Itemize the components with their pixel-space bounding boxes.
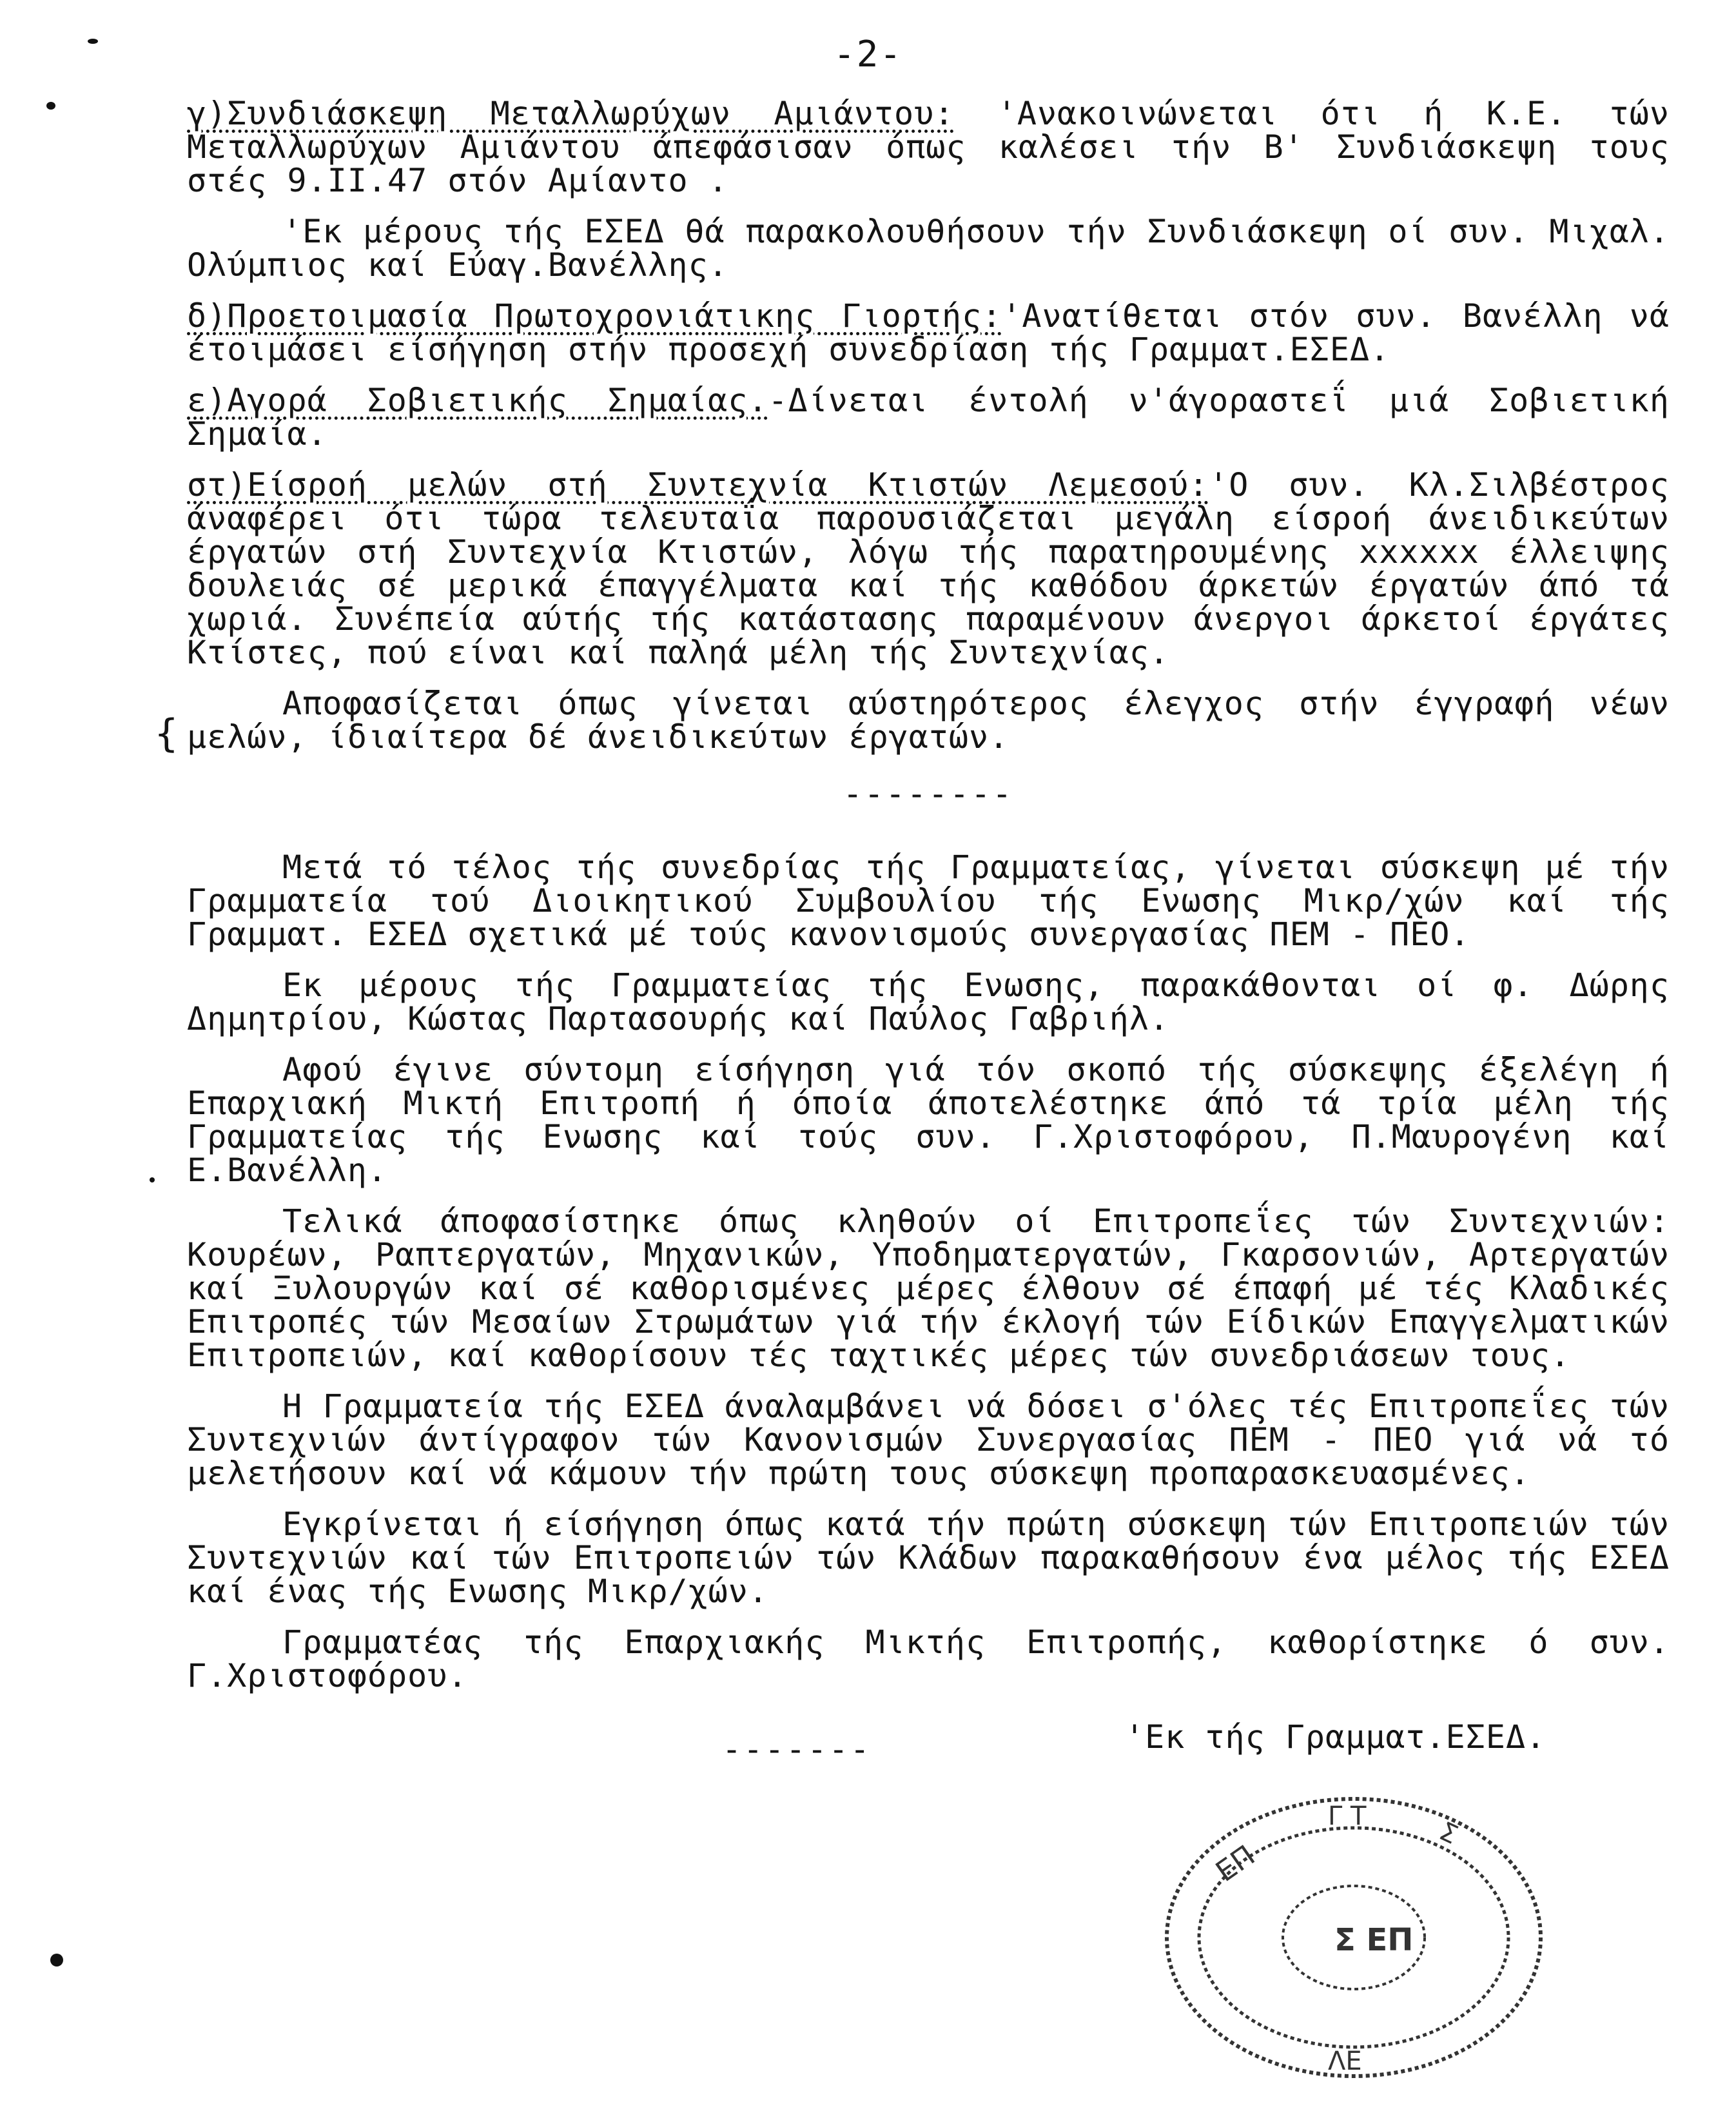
meeting-paragraph-5 [187,1389,1670,1490]
item-f-decision-paragraph [187,687,1670,754]
section-separator: -------- [843,775,1014,812]
svg-text:Σ: Σ [1434,1816,1463,1850]
item-d-paragraph [187,299,1670,366]
meeting-paragraph-2 [187,968,1670,1035]
meeting-paragraph-1 [187,850,1670,951]
item-f-paragraph [187,468,1670,669]
ink-speck [46,102,55,110]
item-d-text: 'Ανατίθεται στόν συν. Βανέλλη νά έτοιμάσει είσήγηση στήν προσεχή συνεδρίαση τής Γραμματ.ΕΣΕΔ. [187,297,1670,368]
signature-line: 'Εκ τής Γραμματ.ΕΣΕΔ. [1125,1718,1546,1756]
meeting-text-5: Η Γραμματεία τής ΕΣΕΔ άναλαμβάνει νά δόσει σ'όλες τές Επιτροπεΐες τών Συντεχνιών άντίγραφον τών Κανονισμών Συνεργασίας ΠΕΜ - ΠΕΟ γιά νά τό μελετήσουν καί νά κάμουν τήν πρώτη τους σύσκεψη προπαρασκευασμένες. [187,1388,1670,1492]
ink-speck [88,39,98,44]
item-e-text: -Δίνεται έντολή ν'άγοραστεΐ μιά Σοβιετική Σημαία. [187,382,1670,453]
meeting-text-6: Εγκρίνεται ή είσήγηση όπως κατά τήν πρώτη σύσκεψη τών Επιτροπειών τών Συντεχνιών καί τών Επιτροπειών τών Κλάδων παρακαθήσουν ένα μέλος τής ΕΣΕΔ καί ένας τής Ενωσης Μικρ/χών. [187,1506,1670,1610]
meeting-paragraph-7 [187,1625,1670,1692]
svg-text:ΛΕ: ΛΕ [1328,2046,1362,2076]
item-c-heading: γ)Συνδιάσκεψη Μεταλλωρύχων Αμιάντου: [187,95,955,132]
ink-speck [150,1177,155,1182]
svg-text:Σ ΕΠ: Σ ΕΠ [1334,1922,1414,1958]
page-number: -2- [833,34,903,75]
meeting-paragraph-4 [187,1204,1670,1372]
margin-brace-mark: { [155,711,179,756]
item-c-paragraph [187,97,1670,197]
item-f-text: 'Ο συν. Κλ.Σιλβέστρος άναφέρει ότι τώρα τελευταΐα παρουσιάζεται μεγάλη είσροή άνειδικεύτων έργατών στή Συντεχνία Κτιστών, λόγω τής παρατηρουμένης xxxxxx έλλειψης δουλειάς σέ μερικά έπαγγέλματα καί τής καθόδου άρκετών έργατών άπό τά χωριά. Συνέπεία αύτής τής κατάστασης παραμένουν άνεργοι άρκετοί έργάτες Κτίστες, πού είναι καί παληά μέλη τής Συντεχνίας. [187,466,1670,671]
item-c-followup-paragraph [187,215,1670,282]
item-f-heading: στ)Είσροή μελών στή Συντεχνία Κτιστών Λεμεσού: [187,466,1209,504]
ink-speck [50,1954,63,1967]
item-f-decision-text: Αποφασίζεται όπως γίνεται αύστηρότερος έλεγχος στήν έγγραφή νέων μελών, ίδιαίτερα δέ άνειδικεύτων έργατών. [187,685,1670,756]
meeting-text-1: Μετά τό τέλος τής συνεδρίας τής Γραμματείας, γίνεται σύσκεψη μέ τήν Γραμματεία τού Διοικητικού Συμβουλίου τής Ενωσης Μικρ/χών καί τής Γραμματ. ΕΣΕΔ σχετικά μέ τούς κανονισμούς συνεργασίας ΠΕΜ - ΠΕΟ. [187,849,1670,953]
meeting-text-3: Αφού έγινε σύντομη είσήγηση γιά τόν σκοπό τής σύσκεψης έξελέγη ή Επαρχιακή Μικτή Επιτροπή ή όποία άποτελέστηκε άπό τά τρία μέλη τής Γραμματείας τής Ενωσης καί τούς συν. Γ.Χριστοφόρου, Π.Μαυρογένη καί Ε.Βανέλλη. [187,1051,1670,1189]
item-d-heading: δ)Προετοιμασία Πρωτοχρονιάτικης Γιορτής: [187,297,1002,335]
meeting-paragraph-6 [187,1507,1670,1608]
meeting-text-4: Τελικά άποφασίστηκε όπως κληθούν οί Επιτροπεΐες τών Συντεχνιών: Κουρέων, Ραπτεργατών, Μηχανικών, Υποδηματεργατών, Γκαρσονιών, Αρτεργατών καί Ξυλουργών καί σέ καθορισμένες μέρες έλθουν σέ έπαφή μέ τές Κλαδικές Επιτροπές τών Μεσαίων Στρωμάτων γιά τήν έκλογή τών Είδικών Επαγγελματικών Επιτροπειών, καί καθορίσουν τές ταχτικές μέρες τών συνεδριάσεων τους. [187,1202,1670,1374]
closing-separator: ------- [722,1731,872,1768]
svg-text:ΕΠ: ΕΠ [1210,1839,1262,1889]
meeting-text-2: Εκ μέρους τής Γραμματείας τής Ενωσης, παρακάθονται οί φ. Δώρης Δημητρίου, Κώστας Παρτασουρής καί Παύλος Γαβριήλ. [187,966,1670,1037]
rubber-stamp-seal [1154,1786,1554,2089]
meeting-text-7: Γραμματέας τής Επαρχιακής Μικτής Επιτροπής, καθορίστηκε ό συν. Γ.Χριστοφόρου. [187,1623,1670,1694]
item-e-paragraph [187,384,1670,451]
item-c-text: 'Ανακοινώνεται ότι ή Κ.Ε. τών Μεταλλωρύχων Αμιάντου άπεφάσισαν όπως καλέσει τήν Β' Συνδιάσκεψη τους στές 9.ΙΙ.47 στόν Αμίαντο . [187,95,1670,199]
svg-text:Γ Τ: Γ Τ [1328,1801,1367,1831]
document-body [187,97,1670,1766]
item-c-followup-text: 'Εκ μέρους τής ΕΣΕΔ θά παρακολουθήσουν τήν Συνδιάσκεψη οί συν. Μιχαλ. Ολύμπιος καί Εύαγ.Βανέλλης. [187,213,1670,284]
meeting-paragraph-3 [187,1053,1670,1187]
item-e-heading: ε)Αγορά Σοβιετικής Σημαίας. [187,382,768,419]
